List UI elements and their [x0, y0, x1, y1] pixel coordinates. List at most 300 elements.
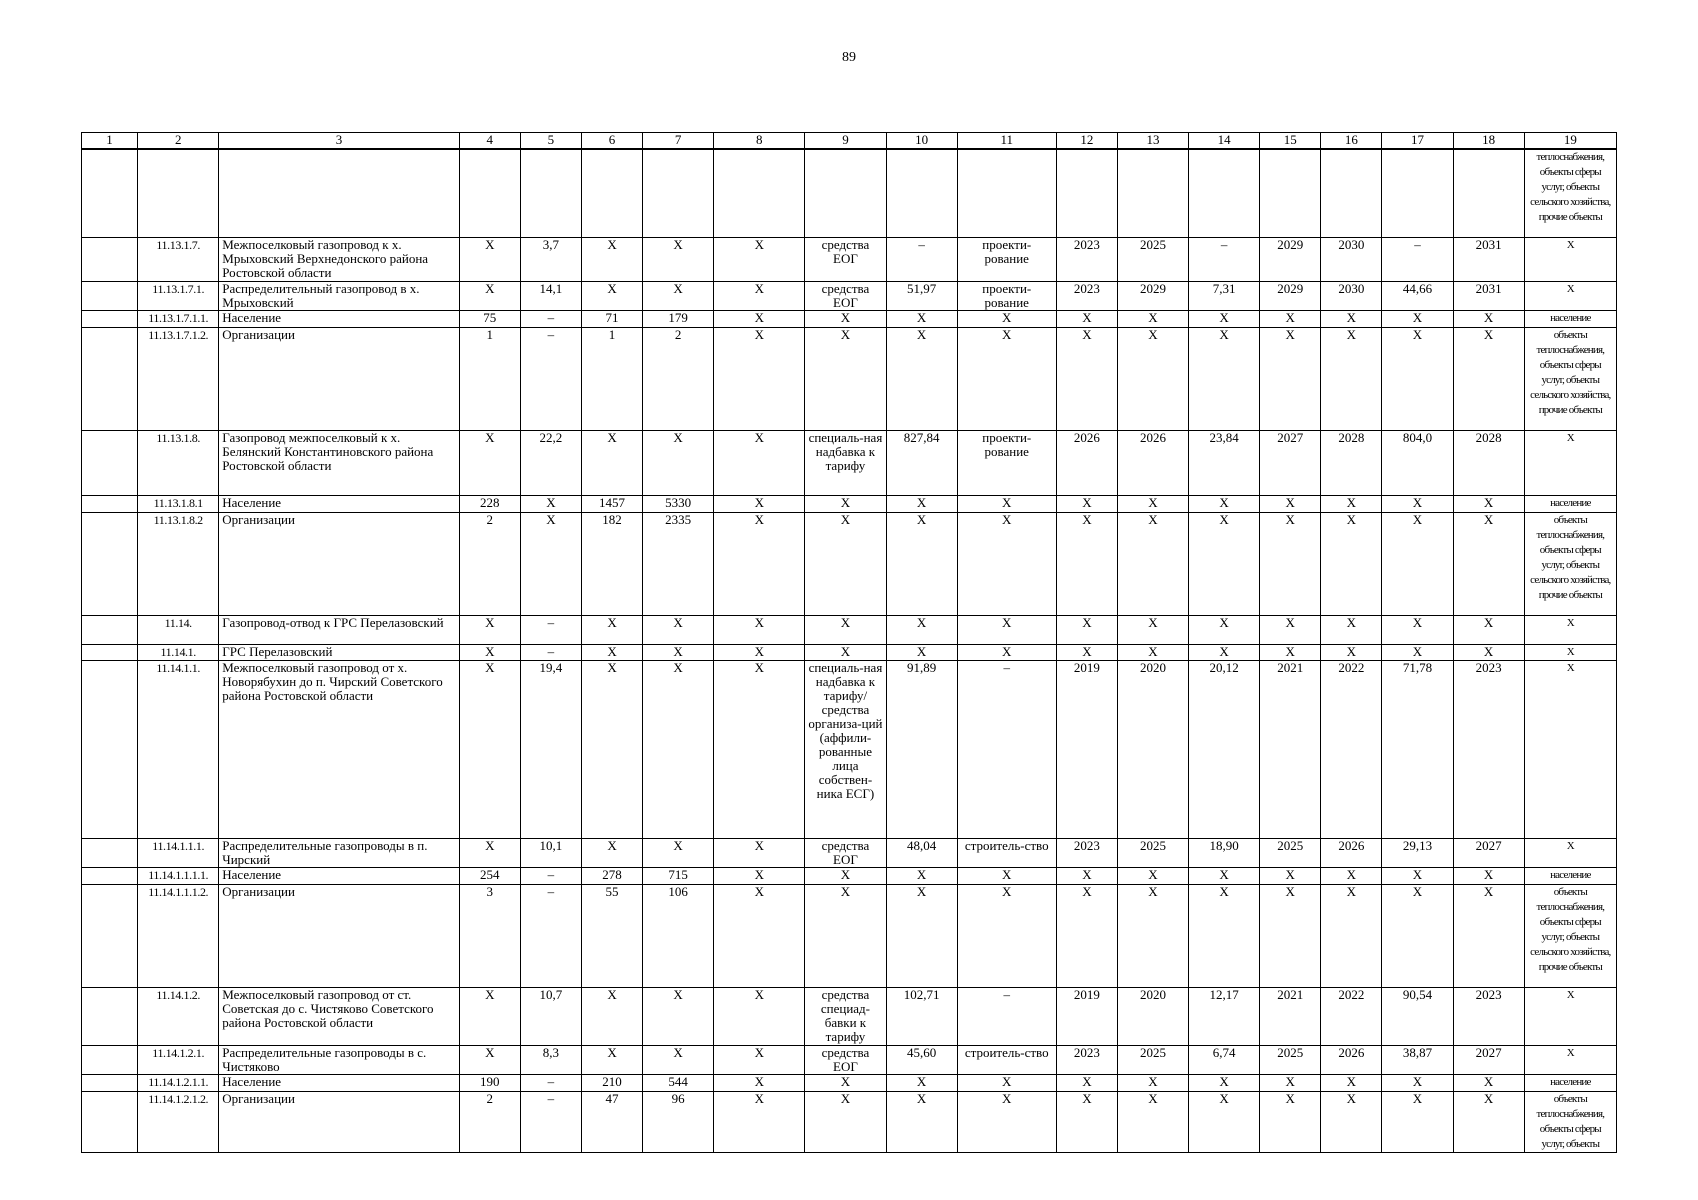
table-cell: 2021 — [1260, 660, 1321, 838]
table-cell: X — [1321, 867, 1382, 884]
table-cell: X — [1189, 867, 1260, 884]
column-header: 13 — [1117, 133, 1188, 150]
table-cell: X — [1382, 310, 1453, 327]
table-cell: – — [520, 644, 581, 660]
table-cell: 715 — [643, 867, 714, 884]
table-row — [82, 281, 1617, 310]
table-row — [82, 495, 1617, 512]
object-name: Население — [219, 310, 459, 327]
table-cell — [82, 660, 138, 838]
table-cell: X — [714, 1091, 805, 1152]
table-cell: 71,78 — [1382, 660, 1453, 838]
row-number: 11.13.1.7.1.2. — [138, 327, 219, 430]
table-cell: 22,2 — [520, 430, 581, 495]
table-cell: 2025 — [1117, 1045, 1188, 1074]
table-cell: 90,54 — [1382, 987, 1453, 1045]
table-cell: – — [886, 237, 957, 281]
table-cell: X — [1056, 327, 1117, 430]
table-cell: X — [581, 237, 642, 281]
table-cell: X — [714, 327, 805, 430]
table-cell — [1189, 149, 1260, 237]
column-header: 16 — [1321, 133, 1382, 150]
table-cell: X — [1189, 310, 1260, 327]
column-header: 6 — [581, 133, 642, 150]
row-number: 11.14.1.1.1.1. — [138, 867, 219, 884]
header-row — [82, 133, 1617, 150]
table-cell — [82, 1045, 138, 1074]
table-cell: X — [643, 838, 714, 867]
table-cell: 2020 — [1117, 987, 1188, 1045]
table-cell: X — [643, 660, 714, 838]
table-row — [82, 149, 1617, 237]
table-cell: 2025 — [1117, 838, 1188, 867]
table-cell — [82, 327, 138, 430]
consumer-category: население — [1524, 867, 1616, 884]
table-row — [82, 1074, 1617, 1091]
table-cell: 544 — [643, 1074, 714, 1091]
table-cell — [714, 149, 805, 237]
table-cell: 2021 — [1260, 987, 1321, 1045]
table-cell: 2026 — [1321, 838, 1382, 867]
table-row — [82, 310, 1617, 327]
table-cell: 3 — [459, 884, 520, 987]
table-cell: X — [1321, 495, 1382, 512]
consumer-category: население — [1524, 310, 1616, 327]
table-cell — [1117, 149, 1188, 237]
table-cell: 38,87 — [1382, 1045, 1453, 1074]
row-number: 11.13.1.7.1. — [138, 281, 219, 310]
table-cell: 47 — [581, 1091, 642, 1152]
table-cell: X — [459, 237, 520, 281]
table-cell: 2 — [643, 327, 714, 430]
column-header: 19 — [1524, 133, 1616, 150]
table-cell — [1321, 149, 1382, 237]
table-cell: X — [581, 660, 642, 838]
table-cell: X — [1260, 867, 1321, 884]
table-cell: X — [1382, 495, 1453, 512]
table-cell: X — [714, 512, 805, 615]
table-cell: X — [1117, 310, 1188, 327]
table-cell: 48,04 — [886, 838, 957, 867]
row-number: 11.14.1.2.1.1. — [138, 1074, 219, 1091]
consumer-category: X — [1524, 644, 1616, 660]
table-cell: 2025 — [1260, 838, 1321, 867]
table-cell: X — [714, 615, 805, 644]
table-cell: X — [1056, 1074, 1117, 1091]
table-cell: X — [805, 512, 886, 615]
consumer-category: объекты теплоснабжения, объекты сферы услуг, объекты сельского хозяйства, прочие объекты — [1524, 327, 1616, 430]
table-cell: X — [581, 987, 642, 1045]
table-cell: 2 — [459, 1091, 520, 1152]
column-header: 1 — [82, 133, 138, 150]
table-cell: X — [1382, 867, 1453, 884]
table-cell: X — [1056, 644, 1117, 660]
table-cell: 2025 — [1260, 1045, 1321, 1074]
table-cell — [82, 1074, 138, 1091]
table-cell: X — [805, 327, 886, 430]
table-cell: X — [1321, 615, 1382, 644]
row-number: 11.14.1.2. — [138, 987, 219, 1045]
table-cell: X — [714, 884, 805, 987]
table-cell: 2029 — [1260, 237, 1321, 281]
table-cell — [82, 237, 138, 281]
page-number: 89 — [842, 50, 856, 65]
row-number: 11.13.1.7. — [138, 237, 219, 281]
table-cell — [82, 281, 138, 310]
table-cell: X — [957, 495, 1056, 512]
table-cell: X — [886, 512, 957, 615]
table-cell: – — [520, 615, 581, 644]
table-cell: 827,84 — [886, 430, 957, 495]
table-cell: X — [714, 1045, 805, 1074]
table-cell — [82, 430, 138, 495]
row-number: 11.14.1.2.1.2. — [138, 1091, 219, 1152]
table-cell: X — [1117, 867, 1188, 884]
table-cell: 2026 — [1056, 430, 1117, 495]
table-row — [82, 660, 1617, 838]
table-cell: X — [886, 615, 957, 644]
table-cell: X — [1321, 644, 1382, 660]
table-cell — [82, 512, 138, 615]
table-cell: специаль-ная надбавка к тарифу — [805, 430, 886, 495]
table-cell: X — [714, 660, 805, 838]
table-cell: X — [957, 310, 1056, 327]
table-cell — [82, 987, 138, 1045]
table-cell: X — [1453, 1074, 1524, 1091]
table-cell: 210 — [581, 1074, 642, 1091]
table-cell: проекти-рование — [957, 281, 1056, 310]
table-cell: X — [1056, 867, 1117, 884]
column-header: 4 — [459, 133, 520, 150]
table-cell: X — [520, 512, 581, 615]
table-cell — [1260, 149, 1321, 237]
table-cell: X — [1453, 1091, 1524, 1152]
table-cell: 55 — [581, 884, 642, 987]
table-cell: 2026 — [1321, 1045, 1382, 1074]
object-name: Межпоселковый газопровод к х. Мрыховский Верхнедонского района Ростовской области — [219, 237, 459, 281]
table-cell: 2025 — [1117, 237, 1188, 281]
table-cell: X — [1260, 512, 1321, 615]
column-header: 17 — [1382, 133, 1453, 150]
table-cell: X — [886, 327, 957, 430]
table-cell: 2031 — [1453, 237, 1524, 281]
row-number: 11.14.1.1.1. — [138, 838, 219, 867]
table-cell: X — [643, 1045, 714, 1074]
table-cell: X — [1056, 512, 1117, 615]
table-cell — [82, 644, 138, 660]
row-number: 11.14.1. — [138, 644, 219, 660]
column-header: 9 — [805, 133, 886, 150]
table-cell: X — [1453, 615, 1524, 644]
table-cell: 29,13 — [1382, 838, 1453, 867]
table-cell: X — [1260, 1091, 1321, 1152]
table-cell: X — [805, 310, 886, 327]
table-cell: X — [1321, 1074, 1382, 1091]
table-cell — [581, 149, 642, 237]
table-cell: 2027 — [1453, 838, 1524, 867]
table-cell: X — [957, 1091, 1056, 1152]
object-name: Межпоселковый газопровод от ст. Советская до с. Чистяково Советского района Ростовской области — [219, 987, 459, 1045]
table-cell — [1382, 149, 1453, 237]
table-cell: X — [1260, 1074, 1321, 1091]
table-cell: X — [643, 237, 714, 281]
table-cell: 1 — [581, 327, 642, 430]
table-cell: X — [581, 281, 642, 310]
table-cell: 12,17 — [1189, 987, 1260, 1045]
table-cell: X — [1382, 1091, 1453, 1152]
table-cell: X — [459, 430, 520, 495]
table-cell: X — [643, 615, 714, 644]
table-cell: X — [1382, 1074, 1453, 1091]
table-cell: X — [805, 644, 886, 660]
table-cell: X — [1260, 310, 1321, 327]
row-number: 11.14.1.2.1. — [138, 1045, 219, 1074]
table-cell: – — [1382, 237, 1453, 281]
table-cell: X — [643, 430, 714, 495]
table-cell: X — [1189, 644, 1260, 660]
consumer-category: X — [1524, 838, 1616, 867]
table-cell: X — [1189, 512, 1260, 615]
row-number: 11.13.1.8. — [138, 430, 219, 495]
object-name: Организации — [219, 1091, 459, 1152]
table-cell: X — [1260, 327, 1321, 430]
table-cell: – — [520, 327, 581, 430]
table-cell: X — [581, 430, 642, 495]
consumer-category: X — [1524, 660, 1616, 838]
table-cell: X — [1117, 1091, 1188, 1152]
table-row — [82, 1091, 1617, 1152]
table-cell: X — [714, 237, 805, 281]
column-header: 2 — [138, 133, 219, 150]
table-cell: X — [1453, 310, 1524, 327]
table-cell: проекти-рование — [957, 430, 1056, 495]
table-cell: X — [1189, 615, 1260, 644]
table-cell: X — [1189, 495, 1260, 512]
table-cell: X — [957, 512, 1056, 615]
table-cell: 2023 — [1056, 838, 1117, 867]
table-cell: 2030 — [1321, 281, 1382, 310]
table-cell: 18,90 — [1189, 838, 1260, 867]
table-cell: 804,0 — [1382, 430, 1453, 495]
table-cell: 179 — [643, 310, 714, 327]
table-cell: 51,97 — [886, 281, 957, 310]
table-cell: 19,4 — [520, 660, 581, 838]
table-cell: 3,7 — [520, 237, 581, 281]
object-name: Межпоселковый газопровод от х. Новорябухин до п. Чирский Советского района Ростовской области — [219, 660, 459, 838]
table-cell: – — [520, 884, 581, 987]
table-cell: 2 — [459, 512, 520, 615]
table-cell: 2029 — [1260, 281, 1321, 310]
row-number — [138, 149, 219, 237]
table-cell: X — [1453, 495, 1524, 512]
consumer-category: объекты теплоснабжения, объекты сферы услуг, объекты — [1524, 1091, 1616, 1152]
table-cell: X — [1321, 884, 1382, 987]
table-cell: X — [1453, 867, 1524, 884]
table-cell: X — [1382, 327, 1453, 430]
consumer-category: теплоснабжения, объекты сферы услуг, объекты сельского хозяйства, прочие объекты — [1524, 149, 1616, 237]
table-cell — [82, 884, 138, 987]
table-cell: 2027 — [1260, 430, 1321, 495]
column-header: 10 — [886, 133, 957, 150]
table-cell: 8,3 — [520, 1045, 581, 1074]
table-cell: X — [886, 1091, 957, 1152]
table-cell: X — [886, 310, 957, 327]
table-row — [82, 615, 1617, 644]
table-cell: X — [886, 644, 957, 660]
table-cell: X — [520, 495, 581, 512]
table-cell — [82, 838, 138, 867]
object-name: Население — [219, 867, 459, 884]
table-cell: 190 — [459, 1074, 520, 1091]
table-cell: 2019 — [1056, 660, 1117, 838]
table-cell: X — [714, 430, 805, 495]
table-row — [82, 430, 1617, 495]
table-cell: строитель-ство — [957, 1045, 1056, 1074]
table-cell: X — [1453, 884, 1524, 987]
table-cell: X — [1117, 495, 1188, 512]
table-cell — [82, 615, 138, 644]
table-cell: – — [1189, 237, 1260, 281]
table-cell: X — [581, 644, 642, 660]
table-cell — [957, 149, 1056, 237]
table-cell: 2023 — [1453, 987, 1524, 1045]
table-row — [82, 327, 1617, 430]
object-name: Организации — [219, 512, 459, 615]
object-name: Распределительные газопроводы в с. Чистяково — [219, 1045, 459, 1074]
object-name: Распределительные газопроводы в п. Чирский — [219, 838, 459, 867]
table-cell: 254 — [459, 867, 520, 884]
column-header: 12 — [1056, 133, 1117, 150]
table-cell: X — [957, 644, 1056, 660]
table-cell: 278 — [581, 867, 642, 884]
table-cell: X — [1189, 884, 1260, 987]
table-cell: 2023 — [1056, 237, 1117, 281]
table-cell — [82, 495, 138, 512]
row-number: 11.14. — [138, 615, 219, 644]
table-cell: X — [459, 644, 520, 660]
table-cell: средства ЕОГ — [805, 838, 886, 867]
table-cell: 2026 — [1117, 430, 1188, 495]
table-cell: строитель-ство — [957, 838, 1056, 867]
table-cell: 2020 — [1117, 660, 1188, 838]
table-cell: X — [805, 1074, 886, 1091]
table-cell: X — [1117, 615, 1188, 644]
table-cell: X — [1056, 495, 1117, 512]
table-cell: X — [714, 867, 805, 884]
table-cell: X — [714, 495, 805, 512]
table-cell: 2027 — [1453, 1045, 1524, 1074]
consumer-category: X — [1524, 281, 1616, 310]
table-cell: 96 — [643, 1091, 714, 1152]
table-cell: 1 — [459, 327, 520, 430]
table-cell — [82, 310, 138, 327]
table-cell: X — [1260, 884, 1321, 987]
row-number: 11.14.1.1. — [138, 660, 219, 838]
table-cell: X — [1382, 884, 1453, 987]
table-cell — [1453, 149, 1524, 237]
table-cell: 45,60 — [886, 1045, 957, 1074]
table-cell: X — [643, 281, 714, 310]
object-name: Население — [219, 495, 459, 512]
table-cell: X — [1117, 1074, 1188, 1091]
table-cell: проекти-рование — [957, 237, 1056, 281]
table-cell: – — [520, 1074, 581, 1091]
table-cell: – — [520, 867, 581, 884]
consumer-category: объекты теплоснабжения, объекты сферы услуг, объекты сельского хозяйства, прочие объекты — [1524, 512, 1616, 615]
table-row — [82, 644, 1617, 660]
table-cell: X — [714, 281, 805, 310]
table-cell: X — [1189, 1091, 1260, 1152]
table-cell: X — [1189, 327, 1260, 430]
table-cell: 2028 — [1453, 430, 1524, 495]
object-name: Население — [219, 1074, 459, 1091]
table-cell — [643, 149, 714, 237]
table-cell: 2028 — [1321, 430, 1382, 495]
table-cell — [1056, 149, 1117, 237]
table-cell: средства ЕОГ — [805, 1045, 886, 1074]
table-cell: 182 — [581, 512, 642, 615]
table-cell: X — [459, 615, 520, 644]
row-number: 11.14.1.1.1.2. — [138, 884, 219, 987]
object-name: Распределительный газопровод в х. Мрыховский — [219, 281, 459, 310]
table-cell: X — [886, 1074, 957, 1091]
table-cell: X — [1117, 644, 1188, 660]
table-cell: X — [1056, 1091, 1117, 1152]
table-cell: X — [1056, 884, 1117, 987]
table-row — [82, 884, 1617, 987]
table-row — [82, 512, 1617, 615]
table-cell: средства ЕОГ — [805, 281, 886, 310]
table-cell: X — [459, 1045, 520, 1074]
table-cell: X — [886, 495, 957, 512]
table-cell: 10,1 — [520, 838, 581, 867]
table-cell: 106 — [643, 884, 714, 987]
table-cell: 2023 — [1453, 660, 1524, 838]
column-header: 14 — [1189, 133, 1260, 150]
object-name: Организации — [219, 884, 459, 987]
table-cell — [520, 149, 581, 237]
table-cell: X — [1260, 644, 1321, 660]
table-cell: X — [1260, 615, 1321, 644]
data-table — [81, 132, 1617, 1153]
column-header: 8 — [714, 133, 805, 150]
table-cell: X — [1189, 1074, 1260, 1091]
table-cell: X — [1321, 512, 1382, 615]
table-cell: X — [459, 987, 520, 1045]
table-cell: X — [957, 615, 1056, 644]
table-cell: X — [1260, 495, 1321, 512]
table-cell: X — [1117, 512, 1188, 615]
table-row — [82, 838, 1617, 867]
table-cell: X — [1382, 615, 1453, 644]
table-cell — [82, 1091, 138, 1152]
table-cell: 23,84 — [1189, 430, 1260, 495]
table-cell: X — [1453, 327, 1524, 430]
column-header: 18 — [1453, 133, 1524, 150]
table-cell — [805, 149, 886, 237]
table-cell: X — [957, 867, 1056, 884]
table-cell: X — [1056, 615, 1117, 644]
table-cell: X — [805, 495, 886, 512]
object-name — [219, 149, 459, 237]
table-cell: 2030 — [1321, 237, 1382, 281]
table-cell: средства специад-бавки к тарифу — [805, 987, 886, 1045]
column-header: 5 — [520, 133, 581, 150]
table-cell: X — [805, 1091, 886, 1152]
table-cell: X — [459, 281, 520, 310]
table-cell: 44,66 — [1382, 281, 1453, 310]
table-cell: 2022 — [1321, 987, 1382, 1045]
